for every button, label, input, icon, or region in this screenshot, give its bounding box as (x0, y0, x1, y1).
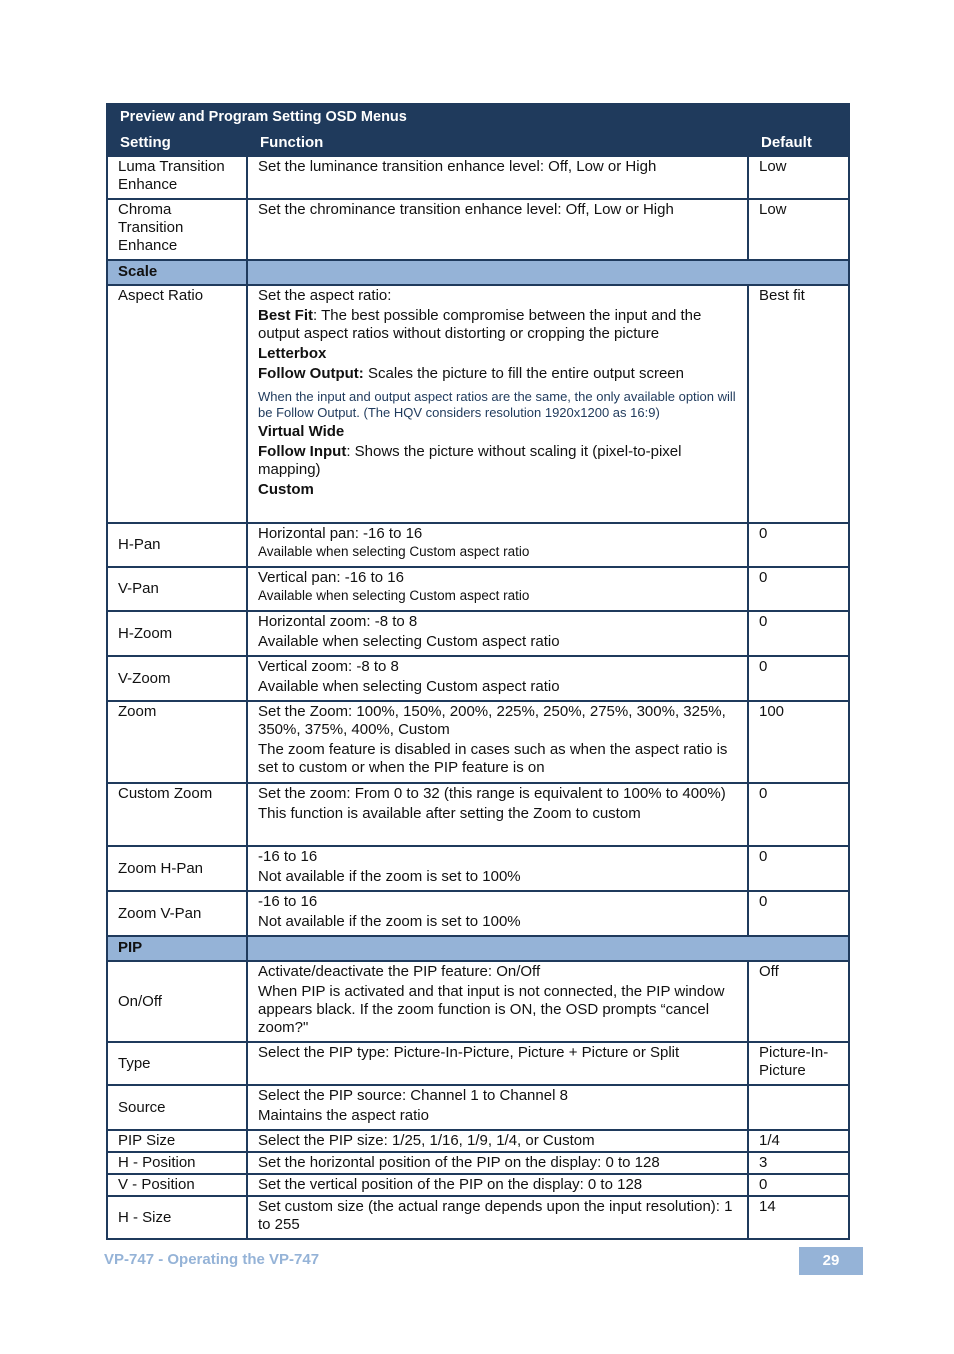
row-function: Set the zoom: From 0 to 32 (this range is equivalent to 100% to 400%) This function is available after setting the Zoom to custom (247, 783, 748, 846)
table-row (107, 1042, 849, 1085)
table-row (107, 783, 849, 846)
row-function: Vertical pan: -16 to 16 Available when selecting Custom aspect ratio (247, 567, 748, 611)
footer-page-number: 29 (799, 1247, 863, 1275)
table-row (107, 1196, 849, 1239)
row-setting: Source (107, 1085, 247, 1130)
row-default: Picture-In-Picture (748, 1042, 849, 1085)
aspect-follow-input: Follow Input: Shows the picture without scaling it (pixel-to-pixel mapping) (258, 443, 682, 478)
row-default: 0 (748, 1174, 849, 1196)
row-default: 1/4 (748, 1130, 849, 1152)
row-function: Horizontal pan: -16 to 16 Available when selecting Custom aspect ratio (247, 523, 748, 567)
table-title-row (107, 104, 849, 130)
section-row-scale (107, 260, 849, 285)
aspect-custom: Custom (258, 481, 314, 498)
row-default: Best fit (748, 285, 849, 523)
header-default: Default (748, 130, 849, 156)
row-default: 3 (748, 1152, 849, 1174)
row-default: 0 (748, 523, 849, 567)
aspect-note: When the input and output aspect ratios are the same, the only available option will be Follow Output. (The HQV considers resolution 1920x1200 as 16:9) (258, 389, 736, 420)
row-default (748, 1085, 849, 1130)
row-setting: Chroma Transition Enhance (107, 199, 247, 260)
row-setting: H-Pan (107, 523, 247, 567)
section-label: PIP (107, 936, 247, 961)
row-default: 0 (748, 567, 849, 611)
table-row (107, 156, 849, 199)
header-function: Function (247, 130, 748, 156)
table-row (107, 285, 849, 523)
row-default: 14 (748, 1196, 849, 1239)
table-row (107, 611, 849, 656)
row-setting: H - Size (107, 1196, 247, 1239)
row-function: Set the horizontal position of the PIP on the display: 0 to 128 (247, 1152, 748, 1174)
row-default: Off (748, 961, 849, 1042)
row-setting: H-Zoom (107, 611, 247, 656)
row-function: Vertical zoom: -8 to 8 Available when selecting Custom aspect ratio (247, 656, 748, 701)
table-row (107, 656, 849, 701)
row-default: 0 (748, 891, 849, 936)
row-function: Horizontal zoom: -8 to 8 Available when selecting Custom aspect ratio (247, 611, 748, 656)
table-row (107, 701, 849, 783)
table-row (107, 1130, 849, 1152)
row-function: Select the PIP source: Channel 1 to Channel 8 Maintains the aspect ratio (247, 1085, 748, 1130)
row-function: -16 to 16 Not available if the zoom is set to 100% (247, 891, 748, 936)
table-row (107, 523, 849, 567)
table-row (107, 961, 849, 1042)
row-function: Select the PIP size: 1/25, 1/16, 1/9, 1/4, or Custom (247, 1130, 748, 1152)
row-setting: Zoom H-Pan (107, 846, 247, 891)
row-setting: Aspect Ratio (107, 285, 247, 523)
row-function: Set the chrominance transition enhance level: Off, Low or High (247, 199, 748, 260)
row-setting: Zoom V-Pan (107, 891, 247, 936)
table-row (107, 1152, 849, 1174)
table-row (107, 199, 849, 260)
table-row (107, 891, 849, 936)
row-function: Set the luminance transition enhance level: Off, Low or High (247, 156, 748, 199)
row-function: Set custom size (the actual range depends upon the input resolution): 1 to 255 (247, 1196, 748, 1239)
header-setting: Setting (107, 130, 247, 156)
osd-settings-table (106, 103, 850, 1240)
row-function: Set the Zoom: 100%, 150%, 200%, 225%, 250%, 275%, 300%, 325%, 350%, 375%, 400%, Custom The zoom feature is disabled in cases such as when the aspect ratio is set to custom or when the PIP feature is on (247, 701, 748, 783)
row-setting: V - Position (107, 1174, 247, 1196)
row-default: Low (748, 199, 849, 260)
row-setting: Custom Zoom (107, 783, 247, 846)
aspect-virtual-wide: Virtual Wide (258, 423, 345, 440)
aspect-follow-output: Follow Output: Scales the picture to fill the entire output screen (258, 365, 684, 382)
row-default: Low (748, 156, 849, 199)
row-default: 0 (748, 783, 849, 846)
row-default: 100 (748, 701, 849, 783)
row-setting: Type (107, 1042, 247, 1085)
aspect-bestfit: Best Fit: The best possible compromise between the input and the output aspect ratios without distorting or cropping the picture (258, 307, 702, 342)
row-setting: V-Zoom (107, 656, 247, 701)
table-row (107, 1174, 849, 1196)
row-setting: V-Pan (107, 567, 247, 611)
row-setting: Zoom (107, 701, 247, 783)
row-setting: PIP Size (107, 1130, 247, 1152)
row-function: -16 to 16 Not available if the zoom is set to 100% (247, 846, 748, 891)
table-row (107, 567, 849, 611)
row-default: 0 (748, 656, 849, 701)
table-title: Preview and Program Setting OSD Menus (107, 104, 849, 130)
table-row (107, 846, 849, 891)
row-function: Activate/deactivate the PIP feature: On/Off When PIP is activated and that input is not connected, the PIP window appears black. If the zoom function is ON, the OSD prompts “cancel zoom?" (247, 961, 748, 1042)
aspect-intro: Set the aspect ratio: (258, 287, 392, 304)
row-setting: H - Position (107, 1152, 247, 1174)
row-function (247, 285, 748, 523)
row-setting: Luma Transition Enhance (107, 156, 247, 199)
table-header-row (107, 130, 849, 156)
table-row (107, 1085, 849, 1130)
row-default: 0 (748, 846, 849, 891)
section-row-pip (107, 936, 849, 961)
aspect-letterbox: Letterbox (258, 345, 327, 362)
footer-document-title: VP-747 - Operating the VP-747 (104, 1251, 320, 1268)
row-function: Set the vertical position of the PIP on the display: 0 to 128 (247, 1174, 748, 1196)
section-label: Scale (107, 260, 247, 285)
row-default: 0 (748, 611, 849, 656)
row-setting: On/Off (107, 961, 247, 1042)
row-function: Select the PIP type: Picture-In-Picture, Picture + Picture or Split (247, 1042, 748, 1085)
